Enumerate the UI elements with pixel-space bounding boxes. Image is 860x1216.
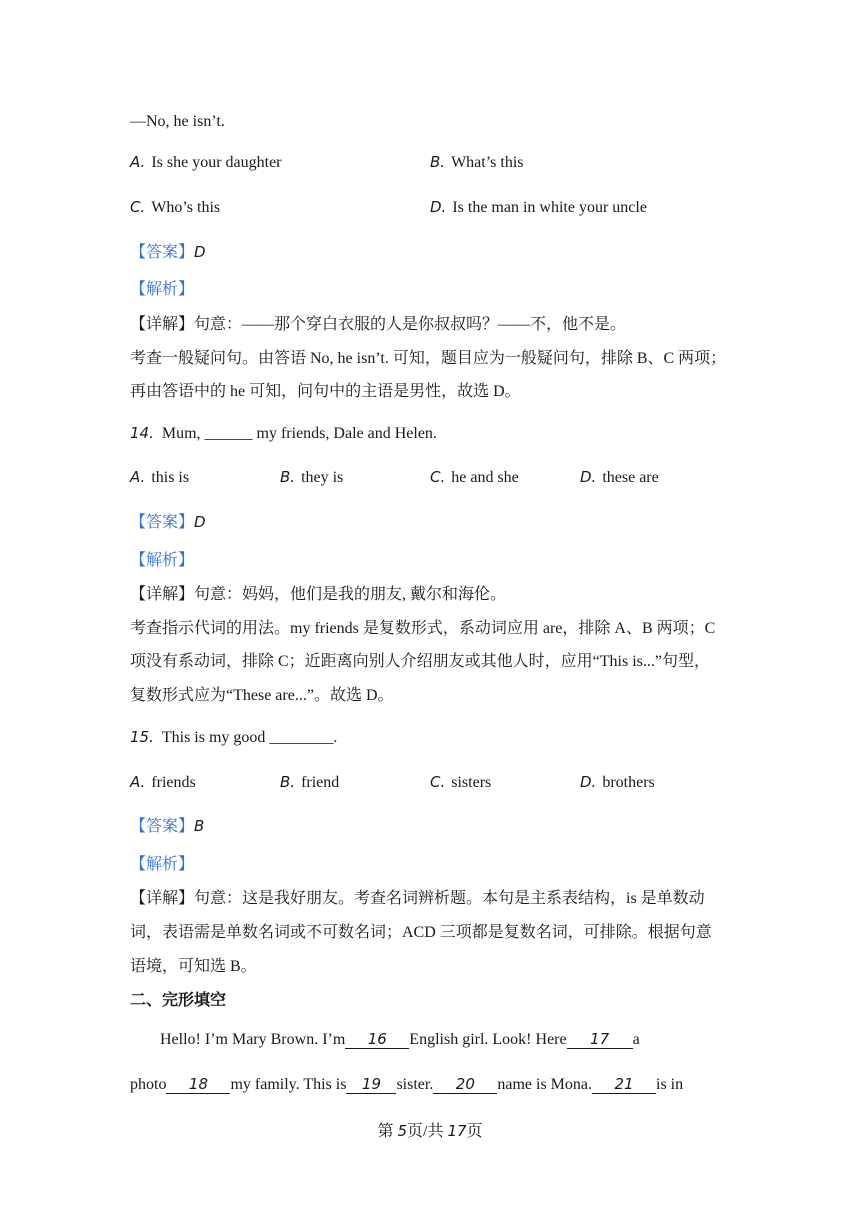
- q15-stem: [130, 727, 337, 748]
- q15-detail-line: 【详解】句意：这是我好朋友。考查名词辨析题。本句是主系表结构，is 是单数动: [130, 890, 705, 907]
- q15-option-a: [130, 772, 196, 793]
- option-letter: A.: [130, 468, 146, 486]
- option-letter: B.: [430, 153, 446, 171]
- q14-detail-line: 项没有系动词，排除 C；近距离向别人介绍朋友或其他人时，应用“This is...”句型，: [130, 653, 710, 670]
- q14-detail-line: 复数形式应为“These are...”。故选 D。: [130, 687, 394, 704]
- answer-label: 【答案】: [130, 514, 195, 531]
- question-number: 14.: [130, 424, 154, 442]
- option-letter: C.: [130, 198, 146, 216]
- section-heading: 二、完形填空: [130, 992, 227, 1009]
- answer-value: D: [194, 513, 206, 531]
- option-letter: D.: [430, 198, 447, 216]
- cloze-text: English girl. Look! Here: [409, 1031, 567, 1048]
- cloze-line-2: [130, 1075, 683, 1095]
- q13-answer: [130, 242, 206, 263]
- cloze-blank-16: 16: [345, 1031, 409, 1049]
- question-text: This is my good ________.: [161, 729, 338, 746]
- answer-label: 【答案】: [130, 244, 195, 261]
- option-letter: D.: [580, 773, 597, 791]
- cloze-text: is in: [656, 1076, 684, 1093]
- cloze-blank-17: 17: [567, 1031, 633, 1049]
- q14-answer: [130, 512, 206, 533]
- option-text: Is she your daughter: [151, 154, 282, 171]
- cloze-text: sister.: [396, 1076, 434, 1093]
- q15-detail-line: 词，表语需是单数名词或不可数名词；ACD 三项都是复数名词，可排除。根据句意: [130, 924, 712, 941]
- option-text: this is: [151, 469, 190, 486]
- option-text: friend: [301, 774, 340, 791]
- option-text: brothers: [602, 774, 655, 791]
- q13-option-c: [130, 197, 220, 218]
- cloze-text: photo: [130, 1076, 167, 1093]
- q14-option-c: [430, 467, 519, 488]
- q15-answer: [130, 816, 204, 837]
- q13-option-a: [130, 152, 282, 173]
- q14-option-a: [130, 467, 189, 488]
- option-text: he and she: [451, 469, 519, 486]
- option-letter: A.: [130, 153, 146, 171]
- q15-option-d: [580, 772, 655, 793]
- q14-analysis-label: 【解析】: [130, 552, 195, 569]
- option-letter: C.: [430, 468, 446, 486]
- option-text: Who’s this: [151, 199, 221, 216]
- cloze-text: my family. This is: [230, 1076, 347, 1093]
- q14-stem: [130, 423, 437, 444]
- cloze-line-1: [160, 1030, 640, 1050]
- answer-label: 【答案】: [130, 818, 195, 835]
- q14-option-d: [580, 467, 659, 488]
- q14-detail-line: 【详解】句意：妈妈，他们是我的朋友, 戴尔和海伦。: [130, 586, 507, 603]
- option-text: What’s this: [451, 154, 524, 171]
- answer-value: D: [194, 243, 206, 261]
- q15-option-b: [280, 772, 339, 793]
- total-page-count: 17: [447, 1122, 467, 1140]
- q13-option-b: [430, 152, 524, 173]
- q13-option-d: [430, 197, 647, 218]
- cloze-blank-21: 21: [592, 1076, 656, 1094]
- q14-detail-line: 考查指示代词的用法。my friends 是复数形式，系动词应用 are，排除 A、B 两项；C: [130, 620, 716, 637]
- cloze-blank-19: 19: [346, 1076, 396, 1094]
- q13-reply: —No, he isn’t.: [130, 113, 225, 130]
- option-text: these are: [602, 469, 659, 486]
- q15-detail-line: 语境，可知选 B。: [130, 958, 257, 975]
- option-letter: B.: [280, 468, 296, 486]
- q15-option-c: [430, 772, 491, 793]
- current-page-number: 5: [397, 1122, 407, 1140]
- option-letter: A.: [130, 773, 146, 791]
- question-text: Mum, ______ my friends, Dale and Helen.: [161, 425, 437, 442]
- option-text: friends: [151, 774, 196, 791]
- option-letter: B.: [280, 773, 296, 791]
- cloze-blank-18: 18: [166, 1076, 230, 1094]
- q14-option-b: [280, 467, 343, 488]
- option-letter: C.: [430, 773, 446, 791]
- q13-detail-line: 再由答语中的 he 可知，问句中的主语是男性，故选 D。: [130, 383, 521, 400]
- answer-value: B: [194, 817, 205, 835]
- option-text: they is: [301, 469, 344, 486]
- cloze-text: a: [632, 1031, 640, 1048]
- option-text: Is the man in white your uncle: [452, 199, 647, 216]
- question-number: 15.: [130, 728, 154, 746]
- q13-analysis-label: 【解析】: [130, 281, 195, 298]
- page-footer: 第 5页/共 17页: [377, 1122, 483, 1140]
- option-letter: D.: [580, 468, 597, 486]
- q13-detail-line: 【详解】句意：——那个穿白衣服的人是你叔叔吗？——不，他不是。: [130, 316, 627, 333]
- q13-detail-line: 考查一般疑问句。由答语 No, he isn’t. 可知，题目应为一般疑问句，排除 B、C 两项；: [130, 350, 727, 367]
- cloze-text: Hello! I’m Mary Brown. I’m: [160, 1031, 346, 1048]
- option-text: sisters: [451, 774, 492, 791]
- cloze-blank-20: 20: [433, 1076, 497, 1094]
- q15-analysis-label: 【解析】: [130, 856, 195, 873]
- cloze-text: name is Mona.: [497, 1076, 592, 1093]
